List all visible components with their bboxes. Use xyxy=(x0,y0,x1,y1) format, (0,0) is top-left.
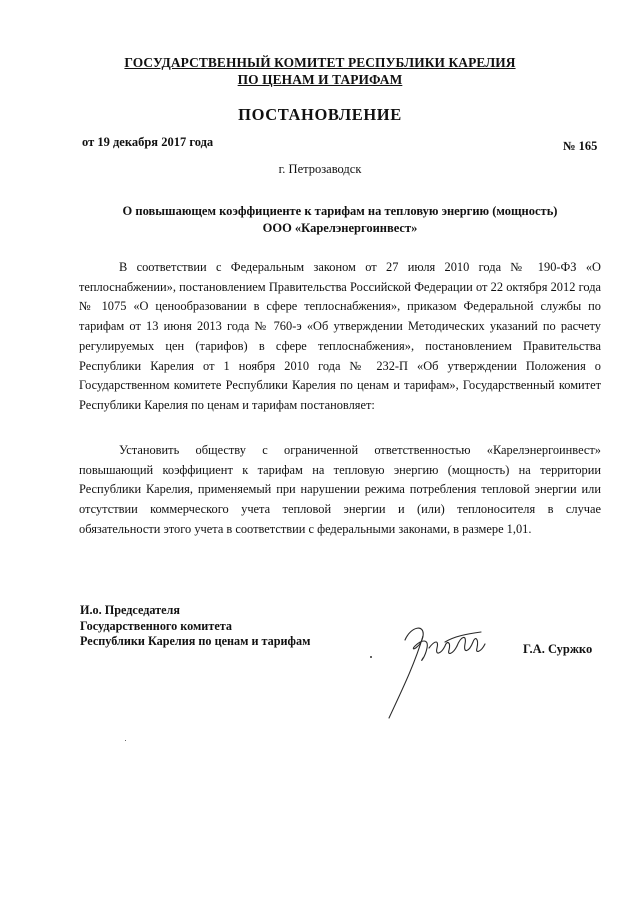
signatory-line3: Республики Карелия по ценам и тарифам xyxy=(80,634,311,648)
signatory-line1: И.о. Председателя xyxy=(80,603,180,617)
body-paragraph-2: Установить обществу с ограниченной ответственностью «Карелэнергоинвест» повышающий коэффициент к тарифам на тепловую энергию (мощность) на территории Республики Карелия, применяемый при нарушении режима потребления тепловой энергии или отсутствии коммерческого учета тепловой энергии и (или) теплоносителя в случае обязательности этого учета в соответствии с федеральными законами, в размере 1,01. xyxy=(79,443,601,536)
document-type-title: ПОСТАНОВЛЕНИЕ xyxy=(238,105,402,124)
signatory-line2: Государственного комитета xyxy=(80,618,232,633)
signatory-name: Г.А. Суржко xyxy=(523,642,593,656)
ink-dot xyxy=(370,656,372,658)
document-number: № 165 xyxy=(563,139,598,153)
org-name-line1: ГОСУДАРСТВЕННЫЙ КОМИТЕТ РЕСПУБЛИКИ КАРЕЛИЯ xyxy=(124,55,516,70)
document-city: г. Петрозаводск xyxy=(278,162,362,176)
signatory-title xyxy=(80,603,310,650)
document-date: от 19 декабря 2017 года xyxy=(82,135,214,149)
handwritten-signature xyxy=(385,618,505,723)
body-paragraph-1: В соответствии с Федеральным законом от 27 июля 2010 года № 190-ФЗ «О теплоснабжении», постановлением Правительства Российской Федерации от 22 октября 2012 года № 1075 «О ценообразовании в сфере теплоснабжения», приказом Федеральной службы по тарифам от 13 июня 2013 года № 760-э «Об утверждении Методических указаний по расчету регулируемых цен (тарифов) в сфере теплоснабжения», постановлением Правительства Республики Карелия от 1 ноября 2010 года № 232-П «Об утверждении Положения о Государственном комитете Республики Карелия по ценам и тарифам», Государственный комитет Республики Карелия по ценам и тарифам постановляет: xyxy=(79,260,601,412)
subject-line2: ООО «Карелэнергоинвест» xyxy=(262,221,418,235)
document-subject xyxy=(70,203,610,237)
org-name-line2: ПО ЦЕНАМ И ТАРИФАМ xyxy=(237,72,403,87)
subject-line1: О повышающем коэффициенте к тарифам на тепловую энергию (мощность) xyxy=(122,204,558,218)
scan-speck xyxy=(125,740,126,741)
